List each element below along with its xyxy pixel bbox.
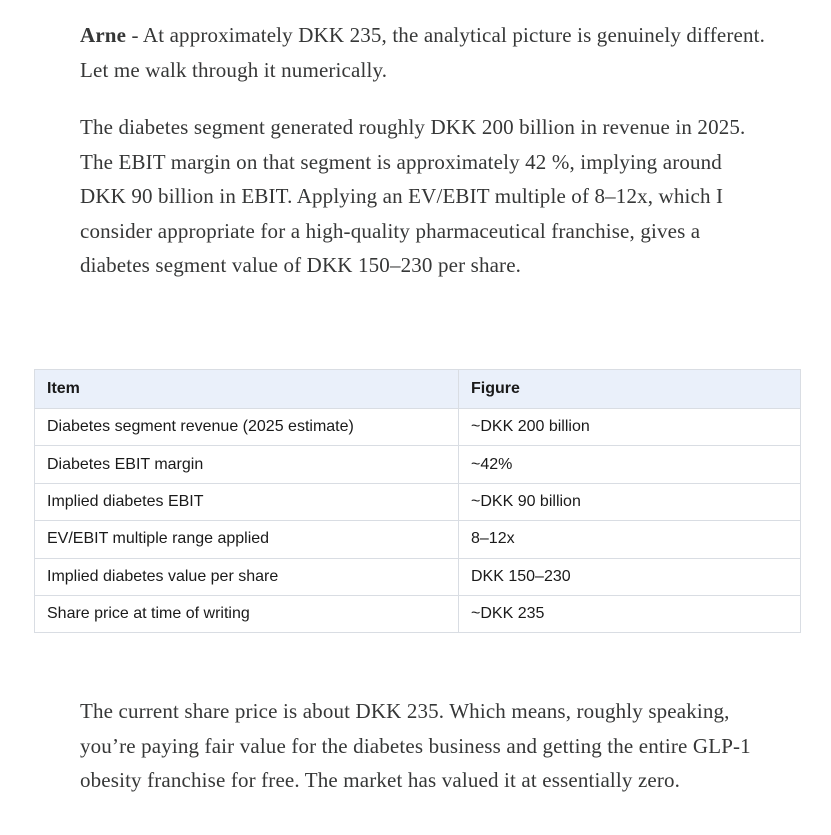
- row-figure-cell: ~DKK 90 billion: [459, 483, 801, 520]
- row-figure-cell: DKK 150–230: [459, 558, 801, 595]
- row-figure-cell: 8–12x: [459, 521, 801, 558]
- intro-text: - At approximately DKK 235, the analytical picture is genuinely different. Let me walk through it numerically.: [80, 23, 766, 82]
- table-row: [35, 409, 801, 446]
- row-item-cell: Share price at time of writing: [35, 595, 459, 632]
- author-name: Arne: [80, 23, 127, 47]
- table-row: [35, 483, 801, 520]
- table-row: [35, 558, 801, 595]
- row-figure-cell: ~DKK 200 billion: [459, 409, 801, 446]
- column-header-item: Item: [35, 370, 459, 409]
- row-item-cell: Diabetes segment revenue (2025 estimate): [35, 409, 459, 446]
- row-figure-cell: ~DKK 235: [459, 595, 801, 632]
- analysis-paragraph: The diabetes segment generated roughly DKK 200 billion in revenue in 2025. The EBIT margin on that segment is approximately 42 %, implying around DKK 90 billion in EBIT. Applying an EV/EBIT multiple of 8–12x, which I consider appropriate for a high-quality pharmaceutical franchise, gives a diabetes segment value of DKK 150–230 per share.: [80, 115, 746, 277]
- table-header-row: [35, 370, 801, 409]
- conclusion-paragraph: The current share price is about DKK 235. Which means, roughly speaking, you’re paying fair value for the diabetes business and getting the entire GLP-1 obesity franchise for free. The market has valued it at essentially zero.: [80, 699, 751, 792]
- valuation-table: [34, 369, 801, 633]
- row-item-cell: Diabetes EBIT margin: [35, 446, 459, 483]
- table-row: [35, 521, 801, 558]
- row-item-cell: Implied diabetes EBIT: [35, 483, 459, 520]
- row-item-cell: EV/EBIT multiple range applied: [35, 521, 459, 558]
- row-figure-cell: ~42%: [459, 446, 801, 483]
- column-header-figure: Figure: [459, 370, 801, 409]
- intro-paragraph: [80, 18, 770, 87]
- table-row: [35, 595, 801, 632]
- table-row: [35, 446, 801, 483]
- row-item-cell: Implied diabetes value per share: [35, 558, 459, 595]
